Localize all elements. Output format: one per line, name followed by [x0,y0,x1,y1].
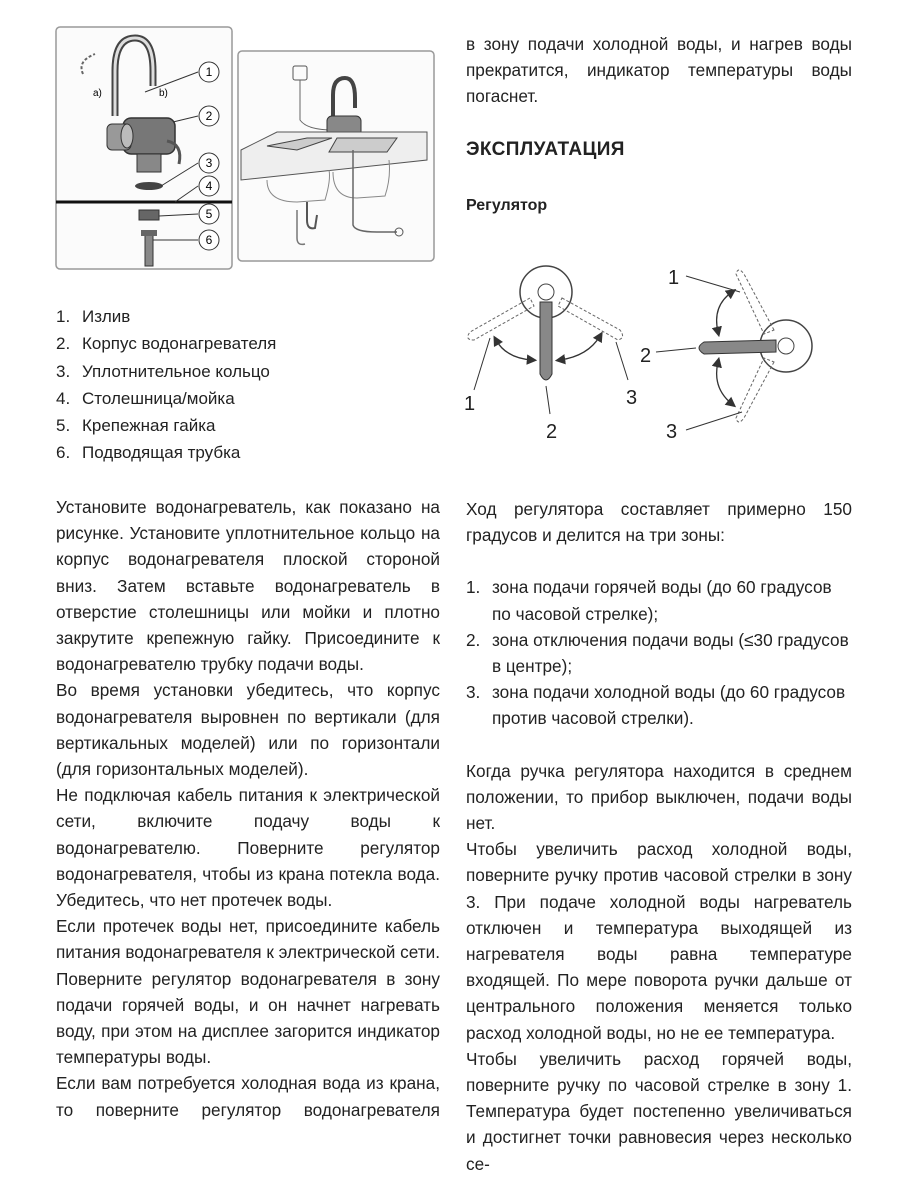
left-body [56,494,440,1123]
callout-label: 5 [205,207,213,221]
installation-figure [55,26,233,270]
paragraph: Чтобы увеличить расход горячей воды, поверните ручку по часовой стрелке в зону 1. Температура будет постепенно увеличиваться и достигнет точки равновесия через несколько се- [466,1048,852,1174]
right-intro [466,31,852,110]
callout-label: 4 [205,179,213,193]
zone-label: 1 [464,393,476,415]
item-number: 3. [466,682,481,703]
zone-label: 3 [666,421,678,443]
item-text: Крепежная гайка [82,416,216,436]
item-number: 1. [466,577,481,598]
item-number: 4. [56,388,71,408]
paragraph: Во время установки убедитесь, что корпус водонагревателя выровнен по вертикали (для вертикальных моделей) или по горизонтали (для горизонтальных моделей). [56,680,440,780]
item-number: 5. [56,416,71,436]
item-text: Излив [82,307,131,326]
subsection-title: Регулятор [466,197,548,214]
zone-label: 2 [640,345,652,367]
zones-list [466,574,852,731]
section-title: ЭКСПЛУАТАЦИЯ [466,139,625,160]
list-item [466,627,852,679]
list-item [56,303,276,330]
zone-label: 1 [668,267,680,289]
list-item [56,330,276,357]
list-item [56,439,276,466]
item-text: Корпус водонагревателя [82,334,277,354]
sink-figure [237,50,435,262]
paragraph: Не подключая кабель питания к электрической сети, включите подачу воды к водонагревателю. Поверните регулятор водонагревателя, чтобы из крана потекла вода. Убедитесь, что нет протечек воды. [56,785,440,911]
callout-label: 1 [205,65,213,79]
item-text: зона подачи горячей воды (до 60 градусов по часовой стрелке); [492,577,832,624]
callout-label: 3 [205,156,213,170]
paragraph: Установите водонагреватель, как показано на рисунке. Установите уплотнительное кольцо на корпус водонагревателя плоской стороной вниз. Затем вставьте водонагреватель в отверстие столешницы или мойки и плотно закрутите крепежную гайку. Присоедините к водонагревателю трубку подачи воды. [56,497,440,675]
list-item [56,412,276,439]
paragraph: Чтобы увеличить расход холодной воды, поверните ручку против часовой стрелки в зону 3. При подаче холодной воды нагреватель отключен и температура выходящей из нагревателя воды равна температуре входящей. По мере поворота ручки дальше от центрального положения меняется только расход холодной воды, но не ее температура. [466,839,852,1043]
parts-list [56,303,276,467]
item-text: Столешница/мойка [82,388,235,408]
paragraph: Ход регулятора составляет примерно 150 градусов и делится на три зоны: [466,499,852,546]
right-body [466,496,852,1177]
list-item [56,385,276,412]
paragraph: Если вам потребуется холодная вода из крана, то поверните регулятор водонагревателя [56,1073,440,1120]
list-item [56,358,276,385]
callout-label: 2 [205,109,213,123]
paragraph: Когда ручка регулятора находится в среднем положении, то прибор выключен, подачи воды нет. [466,760,852,834]
regulator-figure [460,262,820,446]
label-a: a) [93,88,102,99]
list-item [466,679,852,731]
item-number: 3. [56,361,71,381]
paragraph: Поверните регулятор водонагревателя в зону подачи горячей воды, и он начнет нагревать воду, при этом на дисплее загорится индикатор температуры воды. [56,968,440,1068]
item-text: зона подачи холодной воды (до 60 градусов против часовой стрелки). [492,682,846,729]
item-number: 6. [56,443,71,463]
item-number: 2. [466,629,481,650]
paragraph: в зону подачи холодной воды, и нагрев воды прекратится, индикатор температуры воды погаснет. [466,34,852,107]
item-number: 1. [56,307,71,326]
callout-label: 6 [205,233,213,247]
zone-label: 3 [626,387,638,409]
label-b: b) [159,88,168,99]
regulator-horizontal [656,270,812,430]
list-item [466,574,852,626]
item-text: зона отключения подачи воды (≤30 градусов в центре); [492,629,849,677]
item-text: Уплотнительное кольцо [82,361,270,381]
paragraph: Если протечек воды нет, присоедините кабель питания водонагревателя к электрической сети. [56,916,440,963]
item-text: Подводящая трубка [82,443,241,463]
regulator-vertical [468,266,628,414]
zone-label: 2 [546,421,558,443]
item-number: 2. [56,334,71,354]
